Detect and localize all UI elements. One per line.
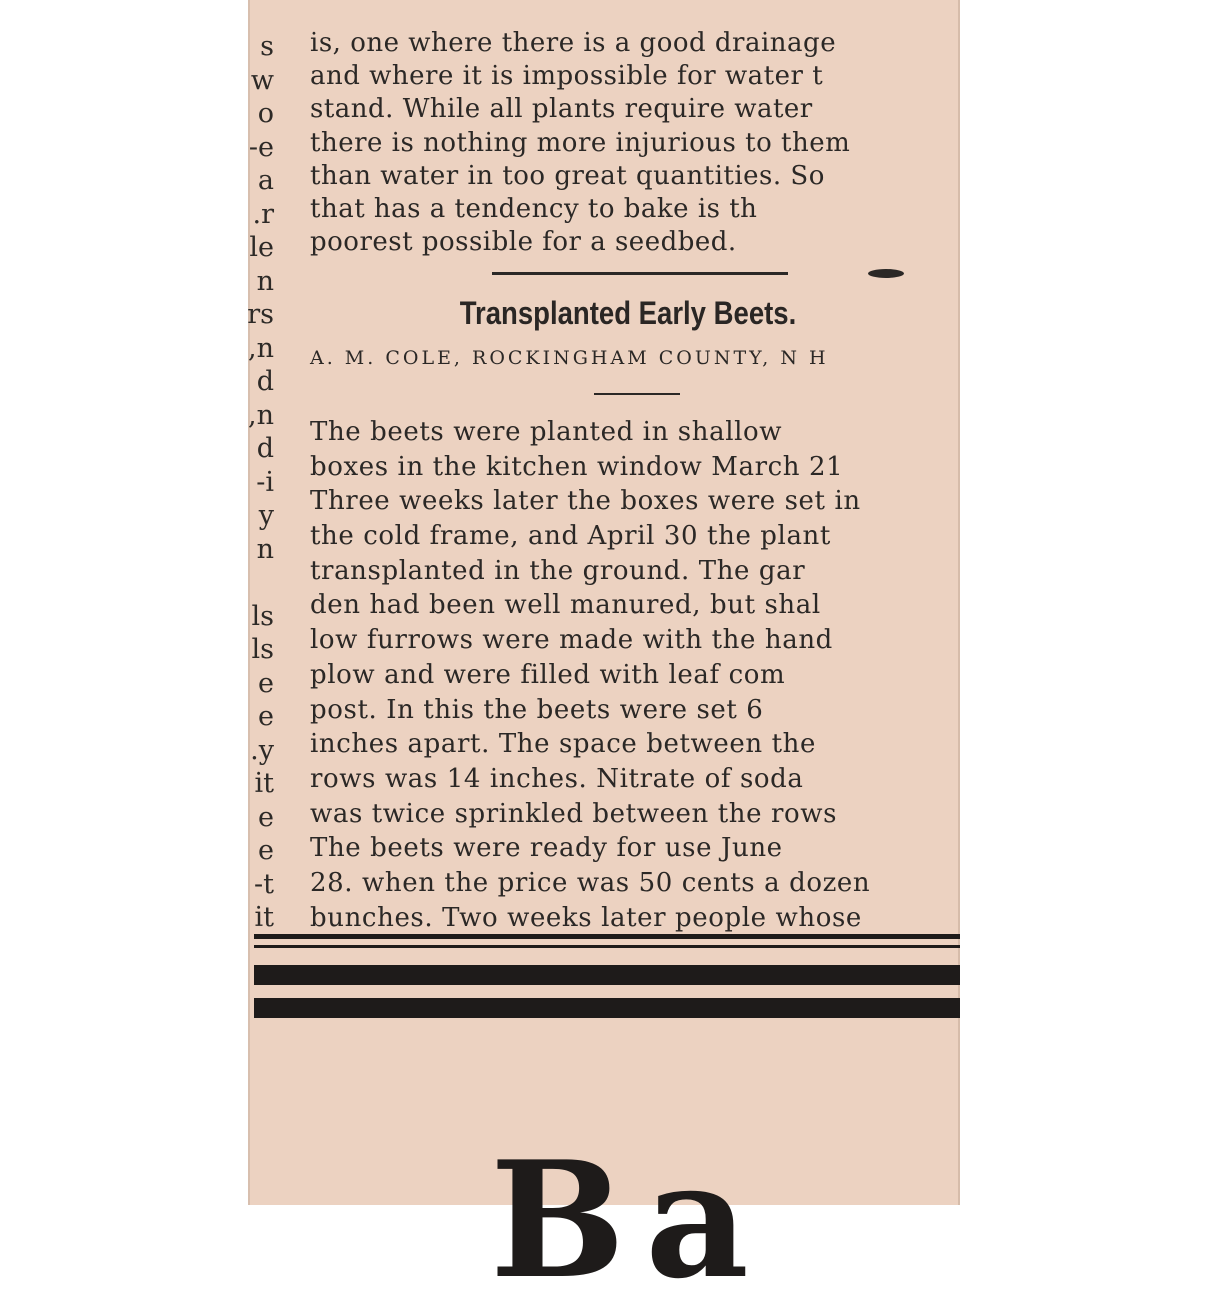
byline-separator	[594, 393, 680, 395]
article-line: low furrows were made with the hand	[310, 625, 833, 656]
rule-thin-1	[254, 934, 960, 939]
fragment-line: d	[256, 366, 274, 397]
fragment-line: i-	[256, 466, 274, 498]
fragment-line: e-	[248, 131, 274, 163]
fragment-line: it	[254, 768, 274, 799]
article-body	[310, 415, 960, 935]
adjacent-column-fragments	[248, 30, 274, 935]
article-line: bunches. Two weeks later people whose	[310, 902, 862, 933]
article-line: the cold frame, and April 30 the plant	[310, 521, 831, 552]
fragment-line: d	[256, 433, 274, 464]
fragment-line: n	[256, 533, 274, 565]
fragment-line: n,	[248, 332, 274, 364]
article-byline: A. M. COLE, ROCKINGHAM COUNTY, N H	[310, 347, 829, 369]
fragment-line: e	[258, 701, 274, 732]
paragraph-line: poorest possible for a seedbed.	[310, 227, 737, 258]
article-line: inches apart. The space between the	[310, 729, 816, 760]
article-line: plow and were filled with leaf com	[310, 659, 786, 690]
rule-thick-1	[254, 965, 960, 985]
separator-ornament	[868, 269, 904, 278]
fragment-line: y	[258, 500, 274, 531]
fragment-line: le	[249, 232, 274, 263]
fragment-line: e	[258, 835, 274, 866]
fragment-line: r.	[252, 198, 274, 230]
fragment-line: e	[258, 667, 274, 699]
fragment-line: e	[258, 801, 274, 833]
article-line: rows was 14 inches. Nitrate of soda	[310, 763, 804, 794]
fragment-line: a	[257, 165, 274, 196]
fragment-line: y.	[250, 734, 274, 766]
bottom-headline-fragment: Ba	[490, 1126, 769, 1314]
article-line: was twice sprinkled between the rows	[310, 798, 838, 829]
fragment-line: ls	[251, 600, 274, 632]
fragment-line	[248, 566, 274, 600]
fragment-line: w	[250, 64, 274, 96]
article-line: transplanted in the ground. The gar	[310, 555, 806, 586]
fragment-line: ls	[251, 634, 274, 665]
paragraph-line: stand. While all plants require water	[310, 94, 813, 125]
article-line: The beets were planted in shallow	[310, 417, 783, 447]
article-line: den had been well manured, but shal	[310, 590, 821, 621]
paragraph-line: there is nothing more injurious to them	[310, 127, 851, 158]
fragment-line: t-	[254, 868, 274, 900]
article-line: 28. when the price was 50 cents a dozen	[310, 867, 871, 898]
newspaper-clipping	[247, 0, 960, 1314]
top-paragraph	[310, 27, 960, 259]
ornamental-separator	[492, 272, 788, 275]
article-title: Transplanted Early Beets.	[459, 295, 797, 331]
article-line: post. In this the beets were set 6	[310, 694, 764, 725]
article-line: The beets were ready for use June	[310, 833, 783, 864]
fragment-line: it	[254, 902, 274, 933]
fragment-line: o	[257, 98, 274, 129]
fragment-line: n,	[248, 399, 274, 431]
fragment-line: s	[260, 31, 274, 62]
rule-thick-2	[254, 998, 960, 1018]
article-line: Three weeks later the boxes were set in	[310, 486, 861, 517]
fragment-line: n	[256, 265, 274, 297]
fragment-line: rs	[247, 299, 274, 330]
paragraph-line: and where it is impossible for water t	[310, 61, 824, 92]
paragraph-line: that has a tendency to bake is th	[310, 193, 758, 224]
paragraph-line: than water in too great quantities. So	[310, 160, 825, 191]
paragraph-line: is, one where there is a good drainage	[310, 28, 837, 58]
rule-thin-2	[254, 945, 960, 948]
article-line: boxes in the kitchen window March 21	[310, 451, 844, 482]
